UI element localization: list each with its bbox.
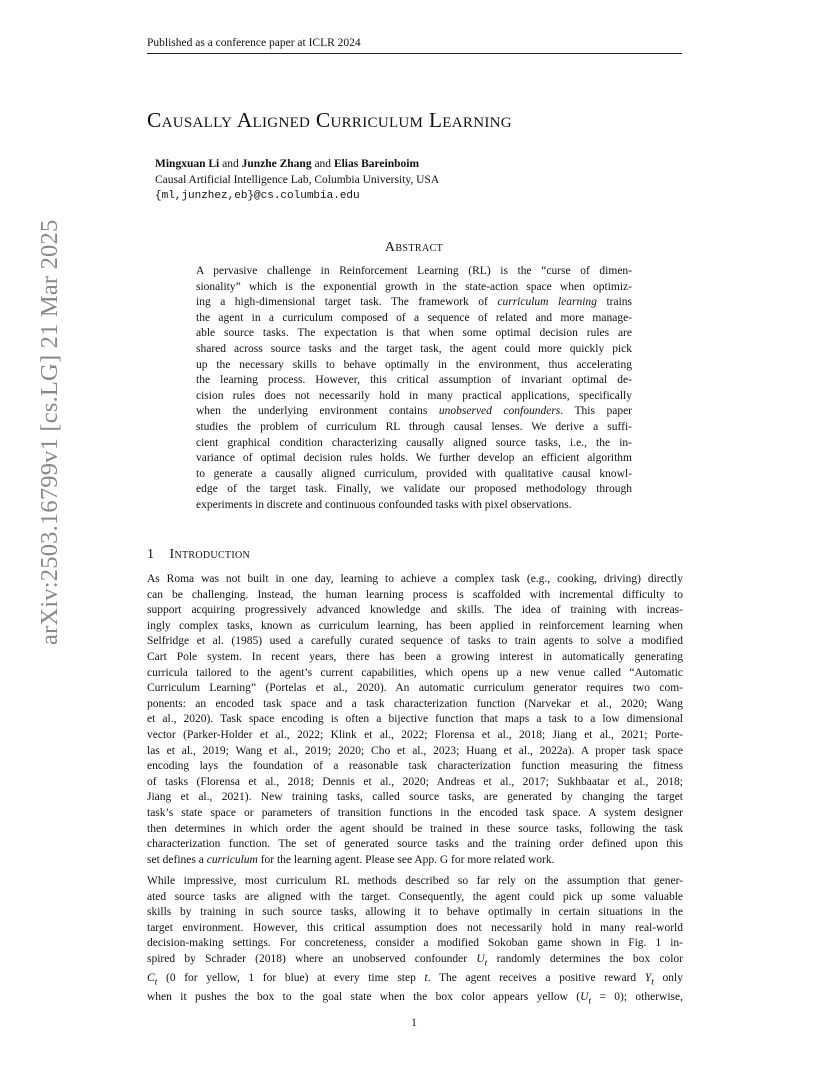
abstract-line: the agent in a curriculum composed of a sequence of related and more manage-: [196, 311, 632, 324]
paper-title: [147, 108, 512, 133]
body-line: vector (Parker-Holder et al., 2022; Klink et al., 2022; Florensa et al., 2018; Jiang et al., 2021; Porte-: [147, 728, 683, 741]
abstract-line: up the necessary skills to behave optimally in the environment, thus accelerating: [196, 358, 632, 371]
body-line: Curriculum Learning” (Portelas et al., 2020). An automatic curriculum generator requires two com-: [147, 682, 683, 695]
section-heading: [147, 547, 250, 563]
body-line: curricula tailored to the agent’s current capabilities, which opens up a new venue called “Automatic: [147, 666, 683, 679]
body-line: support acquiring progressively advanced knowledge and skills. The idea of training with increas-: [147, 604, 683, 617]
abstract-line: cient graphical condition characterizing causally aligned source tasks, i.e., the in-: [196, 436, 632, 449]
body-line: et al., 2020). Task space encoding is often a bijective function that maps a task to a low dimensional: [147, 713, 683, 726]
section-number: 1: [147, 547, 155, 562]
body-line: While impressive, most curriculum RL methods described so far rely on the assumption that gener-: [147, 875, 683, 887]
body-line: Jiang et al., 2021). New training tasks, called source tasks, are generated by changing the target: [147, 791, 683, 804]
abstract-line: the learning process. However, this critical assumption of invariant optimal de-: [196, 374, 632, 387]
body-line: As Roma was not built in one day, learning to achieve a complex task (e.g., cooking, driving) directly: [147, 573, 683, 585]
abstract-line: experiments in discrete and continuous confounded tasks with pixel observations.: [196, 498, 572, 511]
abstract-line: A pervasive challenge in Reinforcement Learning (RL) is the “curse of dimen-: [196, 265, 632, 277]
abstract-line: studies the problem of curriculum RL through causal lenses. We derive a suffi-: [196, 420, 632, 433]
body-line: ated source tasks are aligned with the target. Consequently, the agent could pick up some valuable: [147, 890, 683, 903]
author-3: Elias Bareinboim: [333, 158, 420, 170]
body-line: Cart Pole system. In recent years, there has been a growing interest in automatically generating: [147, 650, 683, 663]
abstract-line: able source tasks. The expectation is that when some optimal decision rules are: [196, 327, 632, 340]
affiliation: Causal Artificial Intelligence Lab, Columbia University, USA: [155, 174, 440, 186]
abstract-body: [196, 264, 632, 514]
abstract-line: shared across source tasks and the target task, the agent could more quickly pick: [196, 342, 632, 355]
abstract-line: cision rules does not necessarily hold in many practical applications, specifically: [196, 389, 632, 402]
abstract-line: variance of optimal decision rules holds. We further develop an efficient algorithm: [196, 452, 632, 465]
body-line: Selfridge et al. (1985) used a carefully curated sequence of tasks to train agents to solve a modified: [147, 635, 683, 648]
body-line: encoding lays the foundation of a reasonable task characterization function measuring the fitness: [147, 760, 683, 773]
intro-paragraph-2: [147, 874, 683, 1009]
running-header: Published as a conference paper at ICLR 2024: [147, 37, 682, 54]
author-1: Mingxuan Li: [155, 158, 220, 170]
body-line: target environment. However, this critical assumption does not necessarily hold in many real-world: [147, 921, 683, 934]
body-line: las et al., 2019; Wang et al., 2019; 2020; Cho et al., 2023; Huang et al., 2022a). A proper task space: [147, 744, 683, 757]
body-line: of tasks (Florensa et al., 2018; Dennis et al., 2020; Andreas et al., 2017; Sukhbaatar et al., 2018;: [147, 775, 683, 788]
arxiv-stamp: arXiv:2503.16799v1 [cs.LG] 21 Mar 2025: [36, 219, 63, 645]
body-line: task’s state space or parameters of transition functions in the encoded task space. A system designer: [147, 806, 683, 819]
abstract-heading: Abstract: [384, 240, 444, 255]
body-line: characterization function. The set of generated source tasks and the training order defined upon this: [147, 838, 683, 851]
author-sep-2: and: [311, 158, 334, 170]
body-line: set defines a curriculum for the learning agent. Please see App. G for more related work.: [147, 853, 555, 866]
section-title: Introduction: [169, 547, 250, 562]
body-line: ponents: an encoded task space and a task characterization function (Narvekar et al., 2020; Wang: [147, 697, 683, 710]
intro-paragraph-1: [147, 572, 683, 868]
abstract-line: sionality” which is the exponential growth in the state-action space when optimiz-: [196, 280, 632, 293]
page-number: 1: [411, 1017, 417, 1029]
body-line: decision-making settings. For concreteness, consider a modified Sokoban game shown in Fig. 1 in-: [147, 937, 683, 950]
body-line: spired by Schrader (2018) where an unobserved confounder $U_t$ randomly determines the box color: [147, 952, 683, 969]
body-line: when it pushes the box to the goal state when the box color appears yellow $(U_t = 0)$; otherwise,: [147, 990, 684, 1007]
paper-title-text: Causally Aligned Curriculum Learning: [147, 108, 512, 132]
author-block: [155, 156, 439, 204]
body-line: $C_t$ (0 for yellow, 1 for blue) at every time step t. The agent receives a positive reward $Y_t$ only: [147, 971, 683, 988]
body-line: can be challenging. Instead, the human learning process is scaffolded with incremental difficulty to: [147, 588, 683, 601]
email: {ml,junzhez,eb}@cs.columbia.edu: [155, 190, 360, 202]
abstract-line: when the underlying environment contains unobserved confounders. This paper: [196, 405, 633, 418]
abstract-line: ing a high-dimensional target task. The framework of curriculum learning trains: [196, 296, 632, 309]
author-2: Junzhe Zhang: [241, 158, 312, 170]
abstract-line: edge of the target task. Finally, we validate our proposed methodology through: [196, 483, 632, 496]
abstract-line: to generate a causally aligned curriculum, provided with qualitative causal knowl-: [196, 467, 632, 480]
body-line: then determines in which order the agent should be trained in these source tasks, following the task: [147, 822, 683, 835]
body-line: skills by training in such source tasks, allowing it to behave optimally in certain situations in the: [147, 906, 683, 919]
body-line: ingly complex tasks, known as curriculum learning, has been applied in reinforcement learning when: [147, 619, 683, 632]
author-sep-1: and: [219, 158, 242, 170]
author-names: [155, 156, 439, 172]
